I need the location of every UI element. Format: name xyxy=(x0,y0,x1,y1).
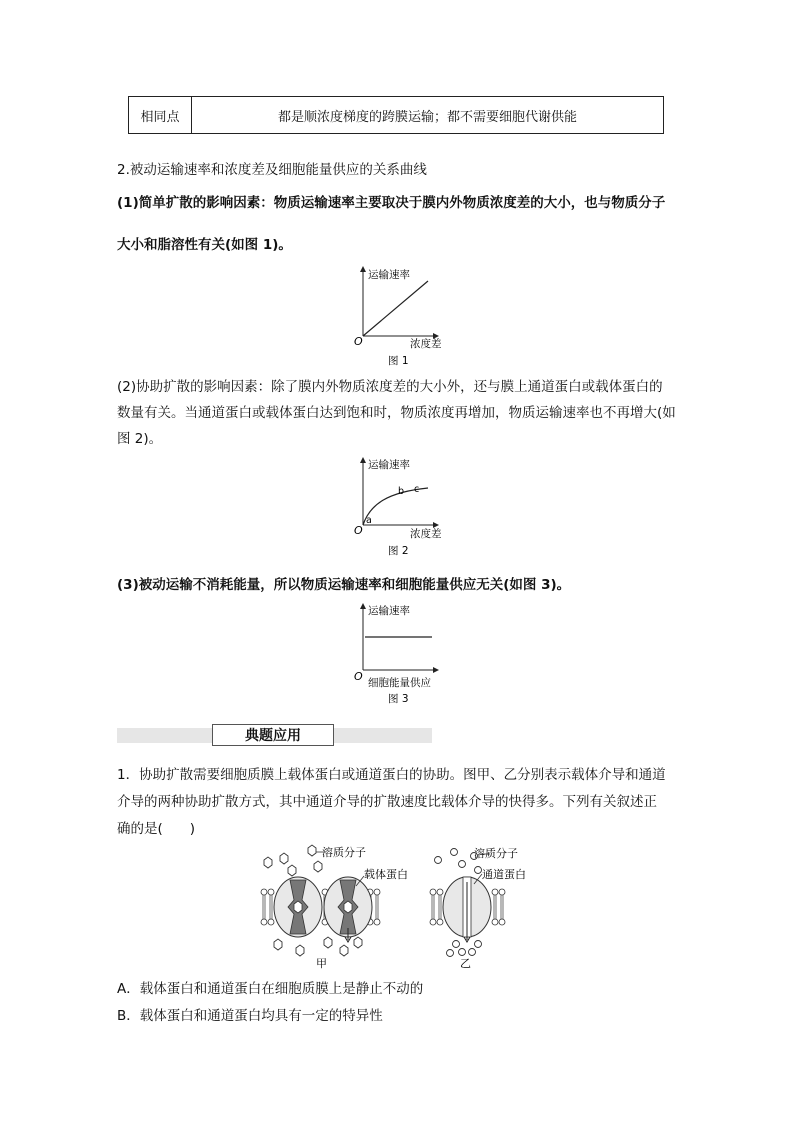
channel-diagram xyxy=(430,846,526,970)
facilitated-diffusion-diagram xyxy=(250,840,550,970)
carrier-diagram xyxy=(261,845,408,970)
rate-line xyxy=(363,281,428,336)
question-line-3: 确的是( ) xyxy=(117,821,196,837)
paragraph-2-line-1: (2)协助扩散的影响因素：除了膜内外物质浓度差的大小外，还与膜上通道蛋白或载体蛋白的 xyxy=(117,379,663,395)
table-header-cell: 相同点 xyxy=(129,97,192,133)
comparison-table xyxy=(128,96,664,134)
section-title: 典题应用 xyxy=(212,724,334,746)
figure-2-graph xyxy=(340,454,460,560)
left-caption: 甲 xyxy=(316,957,327,970)
figure-3-graph xyxy=(340,600,470,706)
option-b: B．载体蛋白和通道蛋白均具有一定的特异性 xyxy=(117,1008,383,1024)
left-solute-label: 溶质分子 xyxy=(322,846,366,859)
point-c-label: c xyxy=(414,484,420,495)
question-line-2: 介导的两种协助扩散方式，其中通道介导的扩散速度比载体介导的快得多。下列有关叙述正 xyxy=(117,794,657,810)
y-axis-label: 运输速率 xyxy=(368,605,410,617)
origin-label: O xyxy=(354,524,363,537)
paragraph-1-line-1: (1)简单扩散的影响因素：物质运输速率主要取决于膜内外物质浓度差的大小，也与物质分子 xyxy=(117,195,666,211)
y-axis-label: 运输速率 xyxy=(368,269,410,281)
carrier-protein-label: 载体蛋白 xyxy=(364,868,408,881)
x-axis-label: 浓度差 xyxy=(410,528,442,540)
channel-protein-label: 通道蛋白 xyxy=(482,868,526,881)
paragraph-3: (3)被动运输不消耗能量，所以物质运输速率和细胞能量供应无关(如图 3)。 xyxy=(117,577,571,593)
section-heading: 2.被动运输速率和浓度差及细胞能量供应的关系曲线 xyxy=(117,162,427,178)
x-axis-label: 浓度差 xyxy=(410,338,442,350)
paragraph-2-line-3: 图 2)。 xyxy=(117,431,163,447)
origin-label: O xyxy=(354,670,363,683)
figure-caption: 图 1 xyxy=(388,355,409,367)
right-solute-label: 溶质分子 xyxy=(474,847,518,860)
figure-caption: 图 2 xyxy=(388,545,409,557)
option-a: A．载体蛋白和通道蛋白在细胞质膜上是静止不动的 xyxy=(117,981,424,997)
x-axis-label: 细胞能量供应 xyxy=(368,677,431,689)
y-axis-label: 运输速率 xyxy=(368,459,410,471)
right-caption: 乙 xyxy=(460,957,471,970)
origin-label: O xyxy=(354,335,363,348)
point-a-label: a xyxy=(366,515,372,526)
figure-caption: 图 3 xyxy=(388,693,409,705)
question-line-1: 1．协助扩散需要细胞质膜上载体蛋白或通道蛋白的协助。图甲、乙分别表示载体介导和通道 xyxy=(117,767,666,783)
paragraph-1-line-2: 大小和脂溶性有关(如图 1)。 xyxy=(117,237,292,253)
table-content-cell: 都是顺浓度梯度的跨膜运输；都不需要细胞代谢供能 xyxy=(277,109,577,125)
figure-1-graph xyxy=(340,262,460,370)
point-b-label: b xyxy=(398,486,405,497)
paragraph-2-line-2: 数量有关。当通道蛋白或载体蛋白达到饱和时，物质浓度再增加，物质运输速率也不再增大(如 xyxy=(117,405,676,421)
